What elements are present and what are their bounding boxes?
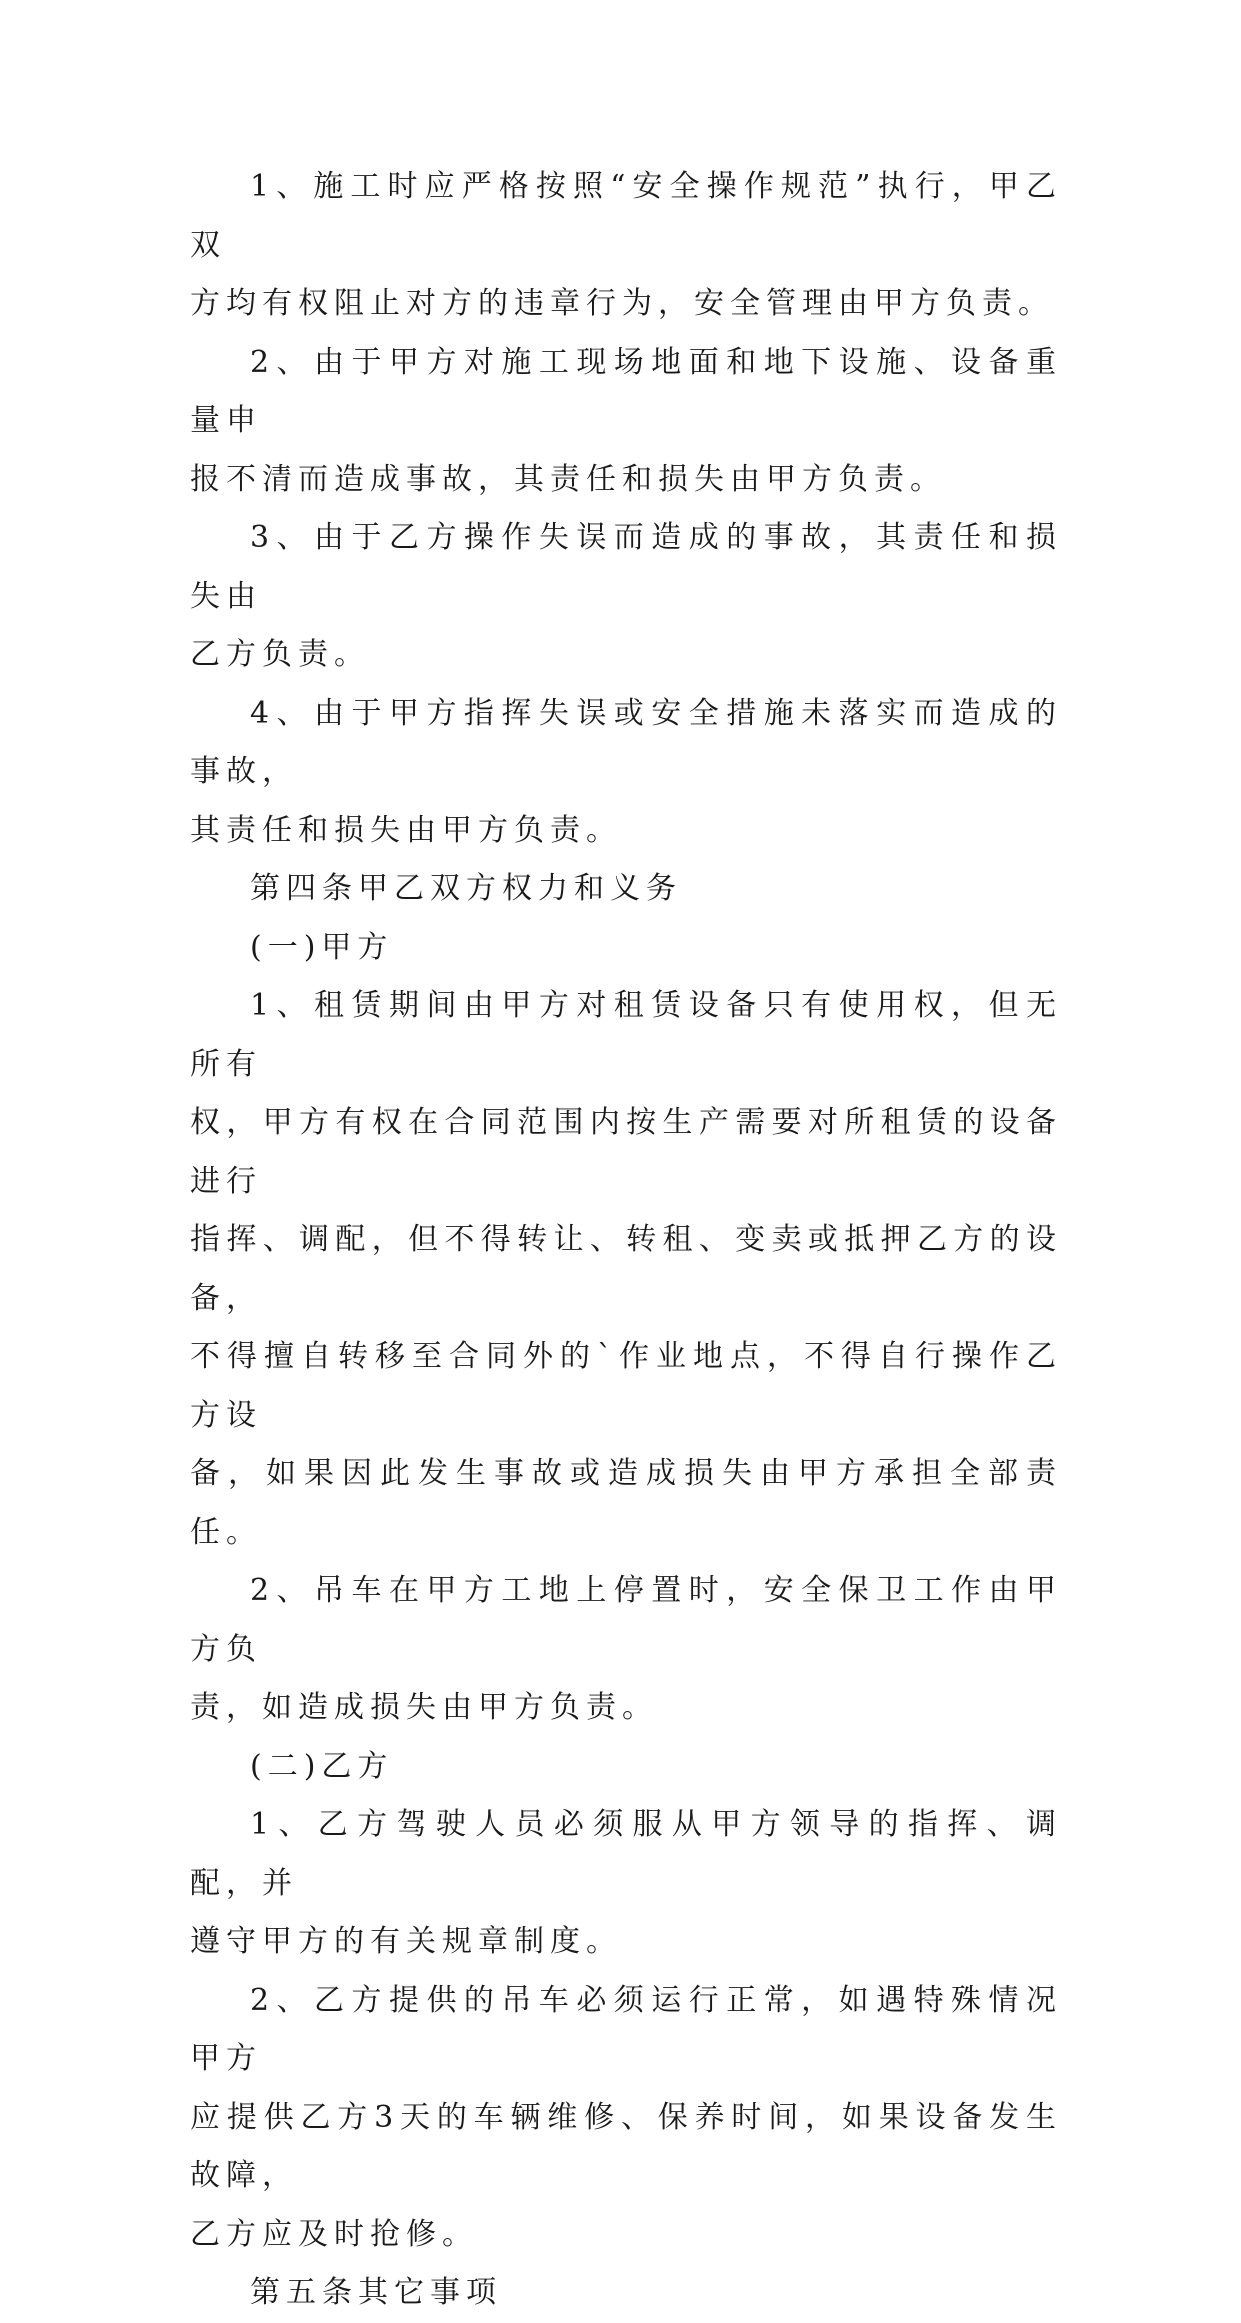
section-heading: (二)乙方 xyxy=(250,1748,394,1784)
clause-paragraph: 3、由于乙方操作失误而造成的事故，其责任和损失由 乙方负责。 xyxy=(190,520,1062,672)
clause-paragraph: 1、租赁期间由甲方对租赁设备只有使用权，但无所有 权，甲方有权在合同范围内按生产需要对所租赁的设备进行 指挥、调配，但不得转让、转租、变卖或抵押乙方的设备， 不得擅自转移至合同外的`作业地点，不得自行操作乙方设 备，如果因此发生事故或造成损失由甲方承担全部责任。 xyxy=(190,988,1062,1550)
clause-paragraph: 2、由于甲方对施工现场地面和地下设施、设备重量申 报不清而造成事故，其责任和损失由甲方负责。 xyxy=(190,344,1062,497)
document-body xyxy=(190,158,1062,2323)
clause-paragraph: 1、施工时应严格按照“安全操作规范”执行，甲乙双 方均有权阻止对方的违章行为，安全管理由甲方负责。 xyxy=(190,169,1062,321)
article-heading: 第四条甲乙双方权力和义务 xyxy=(250,871,682,906)
article-heading: 第五条其它事项 xyxy=(250,2275,502,2310)
clause-paragraph: 1、乙方驾驶人员必须服从甲方领导的指挥、调配，并 遵守甲方的有关规章制度。 xyxy=(190,1807,1062,1959)
section-heading: (一)甲方 xyxy=(250,929,394,965)
clause-paragraph: 4、由于甲方指挥失误或安全措施未落实而造成的事故， 其责任和损失由甲方负责。 xyxy=(190,695,1062,848)
clause-paragraph: 2、乙方提供的吊车必须运行正常，如遇特殊情况甲方 应提供乙方3天的车辆维修、保养时间，如果设备发生故障， 乙方应及时抢修。 xyxy=(190,1982,1062,2252)
clause-paragraph: 2、吊车在甲方工地上停置时，安全保卫工作由甲方负 责，如造成损失由甲方负责。 xyxy=(190,1573,1062,1725)
